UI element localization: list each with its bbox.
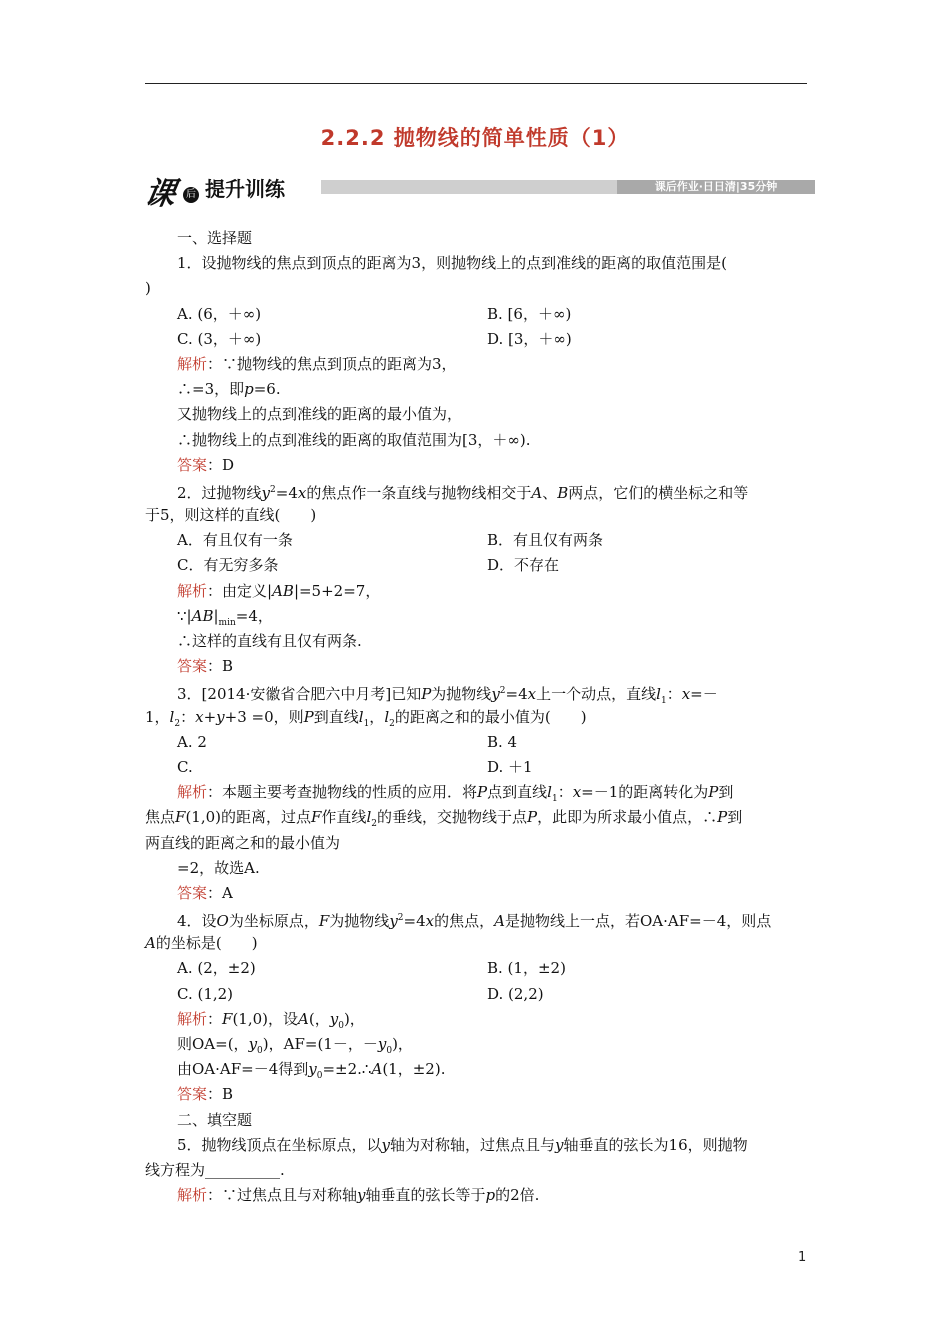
- solution-line: 解析：F(1,0)，设A(，$y_0$)，: [177, 1009, 365, 1031]
- options-row: A. 2 B. 4: [177, 732, 518, 751]
- question-4-cont: A的坐标是( ): [145, 934, 258, 953]
- solution-line: 解析：∵过焦点且与对称轴y轴垂直的弦长等于p的2倍.: [177, 1186, 540, 1205]
- solution-line: $\because|AB|_{min}=4$，: [177, 606, 273, 628]
- options-row: A. (6，＋∞) B. [6，＋∞): [177, 304, 572, 323]
- options-row: C. D. ＋1: [177, 757, 533, 776]
- solution-line: 解析：本题主要考查抛物线的性质的应用．将P点到直线$l_1$：x=－1的距离转化为P到: [177, 783, 734, 805]
- solution-line: 由OA·AF=－4得到$y_0=\pm 2.\therefore A(1$，±2).: [177, 1060, 446, 1082]
- question-5: 5．抛物线顶点在坐标原点，以y轴为对称轴，过焦点且与y轴垂直的弦长为16，则抛物: [177, 1135, 748, 1154]
- solution-line: ∴=3，即p=6.: [177, 380, 281, 399]
- solution-line: =2，故选A.: [177, 858, 260, 877]
- section-heading: 一、选择题: [177, 229, 253, 247]
- answer-line: 答案：A: [177, 883, 233, 902]
- options-row: A. (2，±2) B. (1，±2): [177, 959, 566, 978]
- page-number: 1: [798, 1250, 807, 1265]
- question-2-cont: 于5，则这样的直线( ): [145, 506, 317, 525]
- answer-line: 答案：D: [177, 455, 235, 474]
- top-rule: [145, 83, 807, 84]
- banner-tag: 课后作业·日日清|35分钟: [617, 180, 815, 194]
- logo-ke: 课: [141, 176, 179, 212]
- answer-line: 答案：B: [177, 657, 234, 676]
- solution-line: 又抛物线上的点到准线的距离的最小值为，: [177, 405, 463, 424]
- question-5-cont: 线方程为__________.: [145, 1160, 285, 1179]
- question-3-cont: 1，$l_2$：x+y+3 =0，则P到直线$l_1$，$l_2$的距离之和的最小值为( ): [145, 707, 587, 729]
- question-3: 3．[2014·安徽省合肥六中月考]已知P为抛物线$y^2=4x$上一个动点，直线$l_1$：x=－: [177, 685, 718, 707]
- options-row: A．有且仅有一条 B．有且仅有两条: [177, 531, 604, 550]
- question-2: 2．过抛物线$y^2=4x$的焦点作一条直线与抛物线相交于A、B两点，它们的横坐标之和等: [177, 483, 749, 502]
- page-title: 2.2.2 抛物线的简单性质（1）: [320, 126, 630, 150]
- exercise-content: [145, 226, 810, 1208]
- section-banner: [141, 168, 815, 212]
- options-row: C. (3，＋∞) D. [3，＋∞): [177, 329, 572, 348]
- question-1-cont: ): [145, 279, 151, 298]
- solution-line: 两直线的距离之和的最小值为: [145, 833, 341, 852]
- options-row: C．有无穷多条 D．不存在: [177, 556, 560, 575]
- solution-line: ∴这样的直线有且仅有两条.: [177, 632, 362, 650]
- solution-line: 焦点F(1,0)的距离，过点F作直线$l_2$的垂线，交抛物线于点P，此即为所求最小值点，∴P到: [145, 808, 743, 830]
- logo-hou: 后: [183, 187, 199, 203]
- solution-line: ∴抛物线上的点到准线的距离的取值范围为[3，＋∞).: [177, 430, 531, 449]
- section-heading: 二、填空题: [177, 1110, 253, 1129]
- solution-line: 解析：由定义|AB|=5+2=7，: [177, 581, 381, 600]
- question-1: 1．设抛物线的焦点到顶点的距离为3，则抛物线上的点到准线的距离的取值范围是(: [177, 254, 727, 273]
- answer-line: 答案：B: [177, 1085, 234, 1104]
- banner-heading: 提升训练: [205, 177, 285, 201]
- solution-line: 则OA=(，$y_0$)，AF=(1－，$-y_0$)，: [177, 1035, 413, 1056]
- question-4: 4．设O为坐标原点，F为抛物线$y^2=4x$的焦点，A是抛物线上一点，若OA·AF=－4，则点: [177, 912, 772, 931]
- solution-line: 解析：∵抛物线的焦点到顶点的距离为3，: [177, 354, 457, 373]
- options-row: C. (1,2) D. (2,2): [177, 984, 544, 1003]
